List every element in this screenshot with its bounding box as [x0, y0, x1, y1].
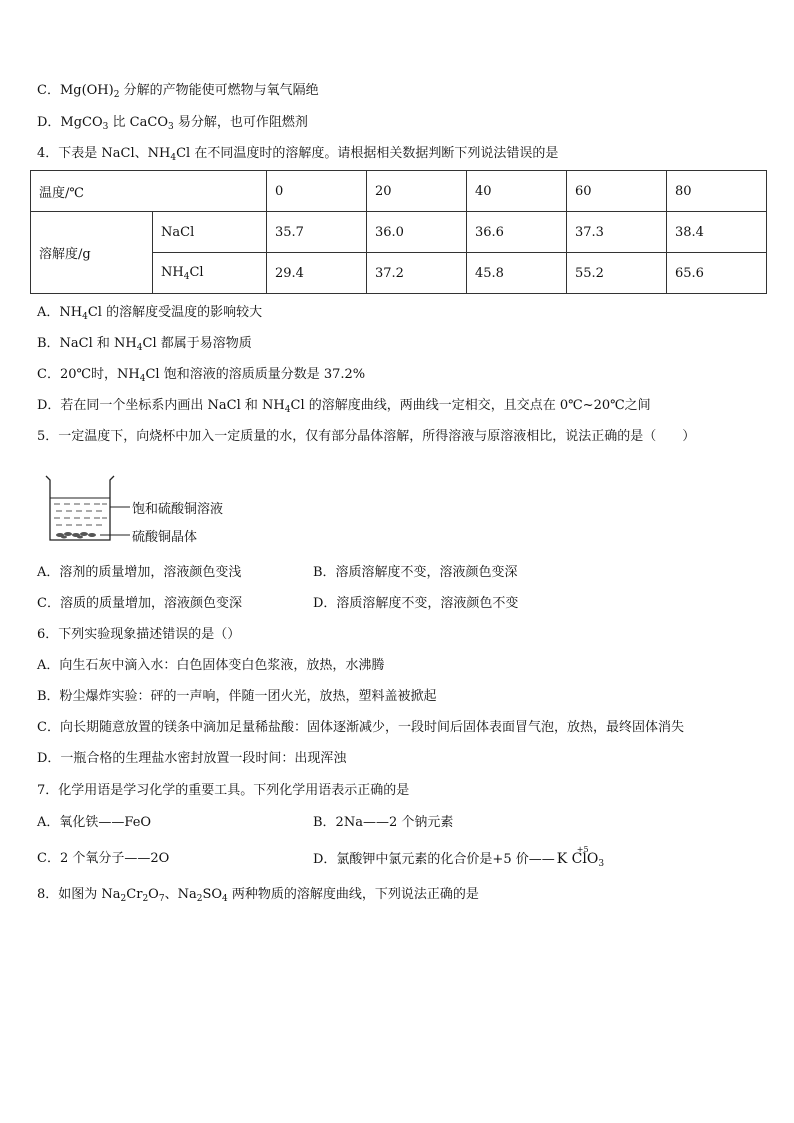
nh4cl-label: $NH_4Cl$ — [153, 253, 267, 294]
table-cell: 65.6 — [667, 253, 767, 294]
table-cell: 36.6 — [467, 212, 567, 253]
solubility-table — [30, 170, 767, 294]
q6-option-d: D．一瓶合格的生理盐水密封放置一段时间：出现浑浊 — [37, 751, 347, 766]
beaker-figure — [44, 474, 304, 544]
q5-option-d: D．溶质溶解度不变，溶液颜色不变 — [313, 596, 519, 611]
q5-option-c: C．溶质的质量增加，溶液颜色变深 — [37, 596, 242, 611]
table-cell: 0 — [267, 171, 367, 212]
table-cell: 20 — [367, 171, 467, 212]
q6-option-b: B．粉尘爆炸实验：砰的一声响，伴随一团火光，放热，塑料盖被掀起 — [37, 689, 437, 704]
q8-stem: 8．如图为 $Na_2Cr_2O_7$、$Na_2SO_4$ 两种物质的溶解度曲线，下列说法正确的是 — [37, 887, 479, 904]
temp-header: 温度/℃ — [31, 171, 267, 212]
table-row — [31, 212, 767, 253]
q7-option-b: B．2Na——2 个钠元素 — [313, 815, 454, 830]
solubility-header: 溶解度/g — [31, 212, 153, 294]
q4-option-d: D．若在同一个坐标系内画出 NaCl 和 $NH_4Cl$ 的溶解度曲线，两曲线一定相交，且交点在 0℃~20℃之间 — [37, 398, 651, 415]
q7-option-c: C．2 个氧分子——2O — [37, 851, 170, 866]
table-cell: 80 — [667, 171, 767, 212]
saturated-solution-label: 饱和硫酸铜溶液 — [132, 502, 224, 517]
table-cell: 40 — [467, 171, 567, 212]
q5-option-a: A．溶剂的质量增加，溶液颜色变浅 — [37, 565, 242, 580]
q6-option-c: C．向长期随意放置的镁条中滴加足量稀盐酸：固体逐渐减少，一段时间后固体表面冒气泡，放热，最终固体消失 — [37, 720, 684, 735]
table-cell: 35.7 — [267, 212, 367, 253]
table-cell: 29.4 — [267, 253, 367, 294]
q4-option-a: A．$NH_4Cl$ 的溶解度受温度的影响较大 — [37, 305, 263, 322]
table-cell: 60 — [567, 171, 667, 212]
q3-option-c: C．$Mg(OH)_2$ 分解的产物能使可燃物与氧气隔绝 — [37, 83, 319, 100]
kclo3-formula: +5 K ClO$_3$ — [556, 845, 605, 869]
nacl-label: NaCl — [153, 212, 267, 253]
q4-option-b: B．NaCl 和 $NH_4Cl$ 都属于易溶物质 — [37, 336, 252, 353]
q4-stem: 4．下表是 NaCl、$NH_4Cl$ 在不同温度时的溶解度。请根据相关数据判断下列说法错误的是 — [37, 146, 559, 163]
table-cell: 55.2 — [567, 253, 667, 294]
q5-stem: 5．一定温度下，向烧杯中加入一定质量的水，仅有部分晶体溶解，所得溶液与原溶液相比，说法正确的是（ ） — [37, 429, 696, 444]
q7-option-d: D．氯酸钾中氯元素的化合价是+5 价—— +5 K ClO$_3$ — [313, 850, 604, 873]
q5-option-b: B．溶质溶解度不变，溶液颜色变深 — [313, 565, 518, 580]
beaker-icon — [44, 474, 134, 544]
table-cell: 38.4 — [667, 212, 767, 253]
q3-option-d: D．MgCO$_3$ 比 CaCO$_3$ 易分解，也可作阻燃剂 — [37, 115, 308, 132]
q7-stem: 7．化学用语是学习化学的重要工具。下列化学用语表示正确的是 — [37, 783, 410, 798]
table-cell: 37.3 — [567, 212, 667, 253]
table-cell: 45.8 — [467, 253, 567, 294]
table-cell: 36.0 — [367, 212, 467, 253]
q6-stem: 6．下列实验现象描述错误的是（） — [37, 627, 241, 642]
q7-option-a: A．氧化铁——FeO — [37, 815, 152, 830]
crystal-label: 硫酸铜晶体 — [132, 530, 198, 545]
table-cell: 37.2 — [367, 253, 467, 294]
table-row — [31, 171, 767, 212]
q4-option-c: C．20℃时，$NH_4Cl$ 饱和溶液的溶质质量分数是 37.2% — [37, 367, 366, 384]
q6-option-a: A．向生石灰中滴入水：白色固体变白色浆液，放热，水沸腾 — [37, 658, 385, 673]
